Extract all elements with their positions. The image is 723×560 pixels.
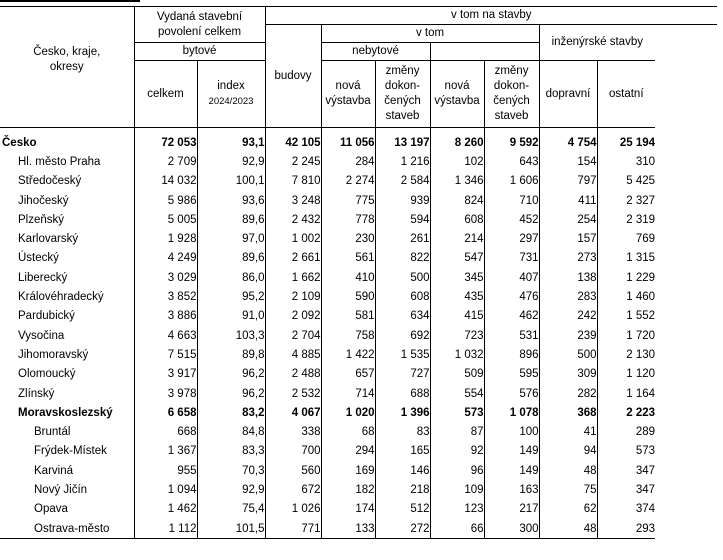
header-nonres-changes: změny dokon- čených staveb (484, 61, 539, 128)
cell-ostatni: 1 315 (597, 249, 655, 268)
header-index (197, 61, 265, 128)
cell-celkem: 1 112 (134, 519, 197, 539)
cell-neb-nova: 608 (430, 210, 484, 229)
cell-budovy: 1 662 (265, 268, 321, 287)
cell-budovy: 771 (265, 519, 321, 539)
cell-index: 93,6 (197, 191, 265, 210)
cell-index: 101,5 (197, 519, 265, 539)
cell-dopravni: 411 (539, 191, 597, 210)
cell-neb-zmeny: 100 (484, 422, 539, 441)
table-row (0, 365, 717, 384)
cell-dopravni: 154 (539, 152, 597, 171)
cell-byt-nova: 284 (321, 152, 375, 171)
cell-byt-nova: 657 (321, 365, 375, 384)
cell-neb-zmeny: 731 (484, 249, 539, 268)
cell-budovy: 42 105 (265, 128, 321, 153)
row-label: Moravskoslezský (18, 406, 113, 419)
cell-neb-nova: 554 (430, 384, 484, 403)
row-label: Bruntál (34, 426, 71, 439)
cell-dopravni: 48 (539, 461, 597, 480)
table-header (0, 7, 717, 128)
cell-byt-zmeny: 500 (375, 268, 430, 287)
cell-neb-nova: 345 (430, 268, 484, 287)
cell-ostatni: 2 130 (597, 345, 655, 364)
row-label: Jihomoravský (18, 348, 89, 361)
permits-table (0, 6, 717, 539)
cell-dopravni: 41 (539, 422, 597, 441)
cell-celkem: 72 053 (134, 128, 197, 153)
cell-celkem: 14 032 (134, 172, 197, 191)
cell-neb-nova: 66 (430, 519, 484, 539)
cell-byt-zmeny: 512 (375, 500, 430, 519)
row-label: Liberecký (18, 271, 68, 284)
row-label: Plzeňský (18, 213, 65, 226)
header-engineering: inženýrské stavby (539, 25, 655, 61)
table-row (0, 287, 717, 306)
table-row (0, 172, 717, 191)
cell-byt-zmeny: 272 (375, 519, 430, 539)
cell-ostatni: 769 (597, 229, 655, 248)
cell-neb-zmeny: 710 (484, 191, 539, 210)
cell-budovy: 1 026 (265, 500, 321, 519)
cell-ostatni: 2 223 (597, 403, 655, 422)
cell-dopravni: 4 754 (539, 128, 597, 153)
cell-byt-zmeny: 83 (375, 422, 430, 441)
cell-dopravni: 242 (539, 307, 597, 326)
cell-byt-zmeny: 939 (375, 191, 430, 210)
cell-byt-nova: 294 (321, 442, 375, 461)
cell-neb-nova: 1 032 (430, 345, 484, 364)
table-row (0, 210, 717, 229)
cell-dopravni: 48 (539, 519, 597, 539)
header-region: Česko, kraje, okresy (0, 7, 134, 128)
row-label: Zlínský (18, 387, 55, 400)
cell-byt-nova: 778 (321, 210, 375, 229)
header-other: ostatní (597, 61, 655, 128)
table-body (0, 128, 717, 539)
table-row (0, 229, 717, 248)
cell-budovy: 2 661 (265, 249, 321, 268)
table-row (0, 345, 717, 364)
cell-ostatni: 1 120 (597, 365, 655, 384)
cell-neb-nova: 8 260 (430, 128, 484, 153)
cell-ostatni: 573 (597, 442, 655, 461)
cell-celkem: 4 663 (134, 326, 197, 345)
cell-index: 92,9 (197, 480, 265, 499)
cell-dopravni: 368 (539, 403, 597, 422)
cell-dopravni: 283 (539, 287, 597, 306)
header-res-new: nová výstavba (321, 61, 375, 128)
cell-budovy: 2 532 (265, 384, 321, 403)
cell-ostatni: 1 552 (597, 307, 655, 326)
cell-neb-zmeny: 531 (484, 326, 539, 345)
cell-index: 96,2 (197, 365, 265, 384)
cell-index: 92,9 (197, 152, 265, 171)
cell-byt-zmeny: 608 (375, 287, 430, 306)
cell-neb-zmeny: 643 (484, 152, 539, 171)
cell-index: 103,3 (197, 326, 265, 345)
cell-budovy: 7 810 (265, 172, 321, 191)
header-res-changes: změny dokon- čených staveb (375, 61, 430, 128)
cell-budovy: 2 432 (265, 210, 321, 229)
table-row (0, 519, 717, 539)
cell-dopravni: 500 (539, 345, 597, 364)
cell-index: 93,1 (197, 128, 265, 153)
cell-neb-nova: 96 (430, 461, 484, 480)
table-row (0, 268, 717, 287)
cell-ostatni: 1 229 (597, 268, 655, 287)
cell-ostatni: 25 194 (597, 128, 655, 153)
cell-neb-nova: 435 (430, 287, 484, 306)
cell-byt-zmeny: 688 (375, 384, 430, 403)
cell-ostatni: 2 327 (597, 191, 655, 210)
row-label: Česko (2, 136, 37, 149)
table-row (0, 128, 717, 153)
row-label: Karviná (34, 464, 73, 477)
cell-celkem: 668 (134, 422, 197, 441)
cell-byt-nova: 561 (321, 249, 375, 268)
cell-neb-zmeny: 407 (484, 268, 539, 287)
cell-neb-zmeny: 1 078 (484, 403, 539, 422)
table-row (0, 500, 717, 519)
row-label: Jihočeský (18, 194, 69, 207)
cell-dopravni: 94 (539, 442, 597, 461)
cell-dopravni: 254 (539, 210, 597, 229)
cell-byt-zmeny: 692 (375, 326, 430, 345)
cell-byt-nova: 174 (321, 500, 375, 519)
cell-neb-zmeny: 476 (484, 287, 539, 306)
cell-index: 84,8 (197, 422, 265, 441)
cell-budovy: 672 (265, 480, 321, 499)
cell-neb-nova: 547 (430, 249, 484, 268)
cell-neb-zmeny: 149 (484, 442, 539, 461)
cell-celkem: 3 917 (134, 365, 197, 384)
cell-celkem: 1 928 (134, 229, 197, 248)
cell-celkem: 1 094 (134, 480, 197, 499)
header-residential: bytové (134, 43, 265, 61)
header-index-label: index (217, 80, 245, 92)
cell-byt-zmeny: 218 (375, 480, 430, 499)
cell-byt-zmeny: 727 (375, 365, 430, 384)
cell-ostatni: 289 (597, 422, 655, 441)
row-label: Vysočina (18, 329, 65, 342)
table-row (0, 384, 717, 403)
cell-byt-zmeny: 634 (375, 307, 430, 326)
cell-dopravni: 157 (539, 229, 597, 248)
row-label: Opava (34, 503, 68, 516)
header-of-which: v tom (321, 25, 539, 43)
cell-celkem: 955 (134, 461, 197, 480)
table-row (0, 249, 717, 268)
cell-byt-nova: 230 (321, 229, 375, 248)
cell-neb-nova: 415 (430, 307, 484, 326)
cell-byt-nova: 182 (321, 480, 375, 499)
cell-dopravni: 273 (539, 249, 597, 268)
cell-byt-nova: 68 (321, 422, 375, 441)
cell-byt-zmeny: 13 197 (375, 128, 430, 153)
cell-neb-nova: 723 (430, 326, 484, 345)
cell-neb-zmeny: 452 (484, 210, 539, 229)
table-row (0, 152, 717, 171)
row-label: Karlovarský (18, 233, 79, 246)
cell-neb-zmeny: 896 (484, 345, 539, 364)
header-of-which-buildings: v tom na stavby (265, 7, 717, 25)
cell-ostatni: 347 (597, 480, 655, 499)
cell-neb-zmeny: 462 (484, 307, 539, 326)
cell-dopravni: 282 (539, 384, 597, 403)
cell-neb-zmeny: 297 (484, 229, 539, 248)
cell-byt-nova: 11 056 (321, 128, 375, 153)
cell-neb-nova: 92 (430, 442, 484, 461)
cell-neb-zmeny: 576 (484, 384, 539, 403)
cell-index: 89,8 (197, 345, 265, 364)
cell-byt-nova: 590 (321, 287, 375, 306)
cell-neb-nova: 214 (430, 229, 484, 248)
cell-dopravni: 62 (539, 500, 597, 519)
cell-celkem: 3 886 (134, 307, 197, 326)
cell-byt-zmeny: 822 (375, 249, 430, 268)
cell-dopravni: 75 (539, 480, 597, 499)
row-label: Olomoucký (18, 368, 76, 381)
cell-index: 100,1 (197, 172, 265, 191)
cell-ostatni: 310 (597, 152, 655, 171)
cell-celkem: 4 249 (134, 249, 197, 268)
cell-celkem: 7 515 (134, 345, 197, 364)
cell-ostatni: 293 (597, 519, 655, 539)
cell-budovy: 2 488 (265, 365, 321, 384)
cell-celkem: 2 709 (134, 152, 197, 171)
cell-byt-zmeny: 1 535 (375, 345, 430, 364)
cell-neb-zmeny: 9 592 (484, 128, 539, 153)
row-label: Ústecký (18, 252, 59, 265)
row-label: Středočeský (18, 175, 82, 188)
cell-neb-zmeny: 595 (484, 365, 539, 384)
cell-byt-nova: 581 (321, 307, 375, 326)
cell-ostatni: 1 460 (597, 287, 655, 306)
cell-index: 89,6 (197, 249, 265, 268)
cell-index: 86,0 (197, 268, 265, 287)
cell-budovy: 2 704 (265, 326, 321, 345)
table-row (0, 422, 717, 441)
cell-index: 83,2 (197, 403, 265, 422)
cell-index: 83,3 (197, 442, 265, 461)
cell-celkem: 3 852 (134, 287, 197, 306)
header-celkem: celkem (134, 61, 197, 128)
cell-celkem: 1 462 (134, 500, 197, 519)
cell-celkem: 3 029 (134, 268, 197, 287)
cell-neb-nova: 87 (430, 422, 484, 441)
cell-byt-zmeny: 165 (375, 442, 430, 461)
table-row (0, 480, 717, 499)
cell-byt-nova: 133 (321, 519, 375, 539)
cell-dopravni: 138 (539, 268, 597, 287)
cell-byt-nova: 775 (321, 191, 375, 210)
cell-neb-zmeny: 217 (484, 500, 539, 519)
cell-byt-nova: 2 274 (321, 172, 375, 191)
cell-dopravni: 239 (539, 326, 597, 345)
cell-ostatni: 5 425 (597, 172, 655, 191)
cell-dopravni: 309 (539, 365, 597, 384)
cell-celkem: 6 658 (134, 403, 197, 422)
cell-byt-nova: 714 (321, 384, 375, 403)
row-label: Nový Jičín (34, 483, 88, 496)
cell-index: 91,0 (197, 307, 265, 326)
row-label: Frýdek-Místek (34, 445, 107, 458)
cell-budovy: 2 092 (265, 307, 321, 326)
cell-budovy: 560 (265, 461, 321, 480)
cell-budovy: 3 248 (265, 191, 321, 210)
cell-ostatni: 1 720 (597, 326, 655, 345)
cell-neb-zmeny: 300 (484, 519, 539, 539)
cell-ostatni: 2 319 (597, 210, 655, 229)
header-buildings: budovy (265, 25, 321, 128)
cell-neb-nova: 824 (430, 191, 484, 210)
cell-neb-nova: 1 346 (430, 172, 484, 191)
header-issued-total: Vydaná stavební povolení celkem (134, 7, 265, 43)
table-row (0, 403, 717, 422)
cell-byt-nova: 410 (321, 268, 375, 287)
cell-celkem: 5 986 (134, 191, 197, 210)
row-label: Pardubický (18, 310, 75, 323)
cell-budovy: 4 885 (265, 345, 321, 364)
cell-neb-nova: 573 (430, 403, 484, 422)
cell-index: 70,3 (197, 461, 265, 480)
header-index-period: 2024/2023 (208, 96, 254, 107)
cell-neb-zmeny: 163 (484, 480, 539, 499)
cell-index: 97,0 (197, 229, 265, 248)
cell-byt-zmeny: 146 (375, 461, 430, 480)
cell-byt-zmeny: 1 396 (375, 403, 430, 422)
row-label: Hl. město Praha (18, 155, 101, 168)
cell-celkem: 1 367 (134, 442, 197, 461)
cell-neb-nova: 123 (430, 500, 484, 519)
cell-budovy: 700 (265, 442, 321, 461)
cell-neb-zmeny: 1 606 (484, 172, 539, 191)
cell-byt-zmeny: 594 (375, 210, 430, 229)
table-row (0, 307, 717, 326)
cell-index: 95,2 (197, 287, 265, 306)
cell-budovy: 1 002 (265, 229, 321, 248)
cell-neb-nova: 509 (430, 365, 484, 384)
cell-celkem: 5 005 (134, 210, 197, 229)
cell-byt-zmeny: 261 (375, 229, 430, 248)
cell-ostatni: 347 (597, 461, 655, 480)
cell-ostatni: 374 (597, 500, 655, 519)
table-row (0, 326, 717, 345)
cell-byt-zmeny: 1 216 (375, 152, 430, 171)
cell-index: 75,4 (197, 500, 265, 519)
cell-neb-nova: 109 (430, 480, 484, 499)
cell-budovy: 2 109 (265, 287, 321, 306)
table-row (0, 442, 717, 461)
cell-index: 96,2 (197, 384, 265, 403)
cell-byt-nova: 169 (321, 461, 375, 480)
cell-byt-nova: 1 422 (321, 345, 375, 364)
table-row (0, 191, 717, 210)
table-row (0, 461, 717, 480)
cell-ostatni: 1 164 (597, 384, 655, 403)
cell-dopravni: 797 (539, 172, 597, 191)
cell-neb-nova: 102 (430, 152, 484, 171)
cell-budovy: 4 067 (265, 403, 321, 422)
cell-byt-nova: 1 020 (321, 403, 375, 422)
header-nonresidential: nebytové (321, 43, 430, 61)
cell-byt-zmeny: 2 584 (375, 172, 430, 191)
cell-celkem: 3 978 (134, 384, 197, 403)
row-label: Královéhradecký (18, 291, 104, 304)
cell-budovy: 338 (265, 422, 321, 441)
cell-index: 89,6 (197, 210, 265, 229)
header-transport: dopravní (539, 61, 597, 128)
header-nonres-new: nová výstavba (430, 61, 484, 128)
row-label: Ostrava-město (0, 519, 134, 539)
top-rule (0, 0, 140, 2)
cell-byt-nova: 758 (321, 326, 375, 345)
cell-neb-zmeny: 149 (484, 461, 539, 480)
cell-budovy: 2 245 (265, 152, 321, 171)
